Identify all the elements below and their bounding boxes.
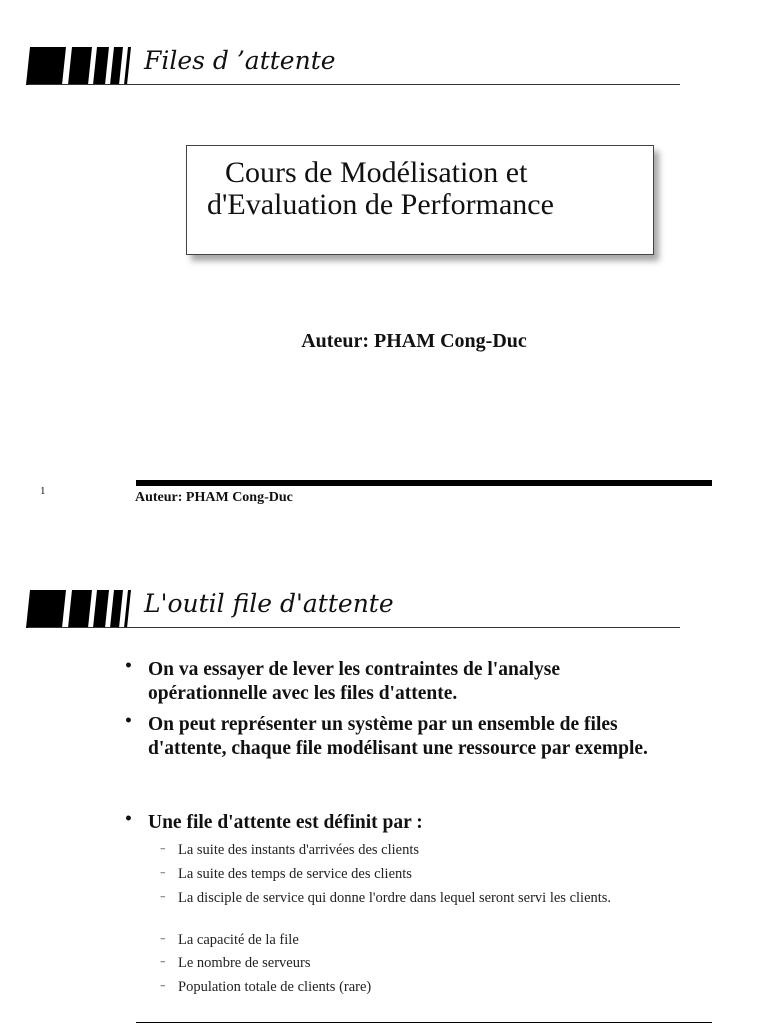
sub-bullet-text: Population totale de clients (rare) <box>178 979 372 995</box>
bullet-text: On peut représenter un système par un ensemble de files d'attente, chaque file modélisant une ressource par exemple. <box>148 714 648 759</box>
sub-bullet-marker: – <box>160 842 166 855</box>
sub-bullet-marker: – <box>160 979 166 992</box>
bullet-marker: • <box>124 658 133 674</box>
slide-2 <box>0 512 768 1024</box>
bullet-marker: • <box>124 713 133 729</box>
sub-bullet-text: La capacité de la file <box>178 932 299 948</box>
title-line-1: Cours de Modélisation et <box>225 156 528 189</box>
header-rule <box>28 84 680 85</box>
sub-bullet-marker: – <box>160 955 166 968</box>
title-box <box>186 145 654 255</box>
sub-bullet-text: Le nombre de serveurs <box>178 955 311 971</box>
header-rule <box>28 627 680 628</box>
sub-bullet-text: La suite des instants d'arrivées des clients <box>178 842 419 858</box>
author-line: Auteur: PHAM Cong-Duc <box>301 330 527 352</box>
footer-author: Auteur: PHAM Cong-Duc <box>135 490 293 505</box>
bottom-rule <box>136 1022 712 1023</box>
bullet-text: On va essayer de lever les contraintes de l'analyse opérationnelle avec les files d'attente. <box>148 659 560 704</box>
slide-2-header-title: L'outil file d'attente <box>144 589 394 618</box>
page-number: 1 <box>40 485 46 497</box>
sub-bullet-text: La suite des temps de service des clients <box>178 866 412 882</box>
bullet-text: Une file d'attente est définit par : <box>148 812 423 833</box>
slide-1-header-title: Files d ’attente <box>144 46 336 75</box>
sub-bullet-marker: – <box>160 932 166 945</box>
footer-rule <box>136 480 712 486</box>
bullet-marker: • <box>124 811 133 827</box>
sub-bullet-marker: – <box>160 890 166 903</box>
header-bars-decoration <box>28 590 132 628</box>
sub-bullet-marker: – <box>160 866 166 879</box>
header-bars-decoration <box>28 47 132 85</box>
title-line-2: d'Evaluation de Performance <box>207 188 554 221</box>
sub-bullet-text: La disciple de service qui donne l'ordre dans lequel seront servi les clients. <box>178 890 612 906</box>
